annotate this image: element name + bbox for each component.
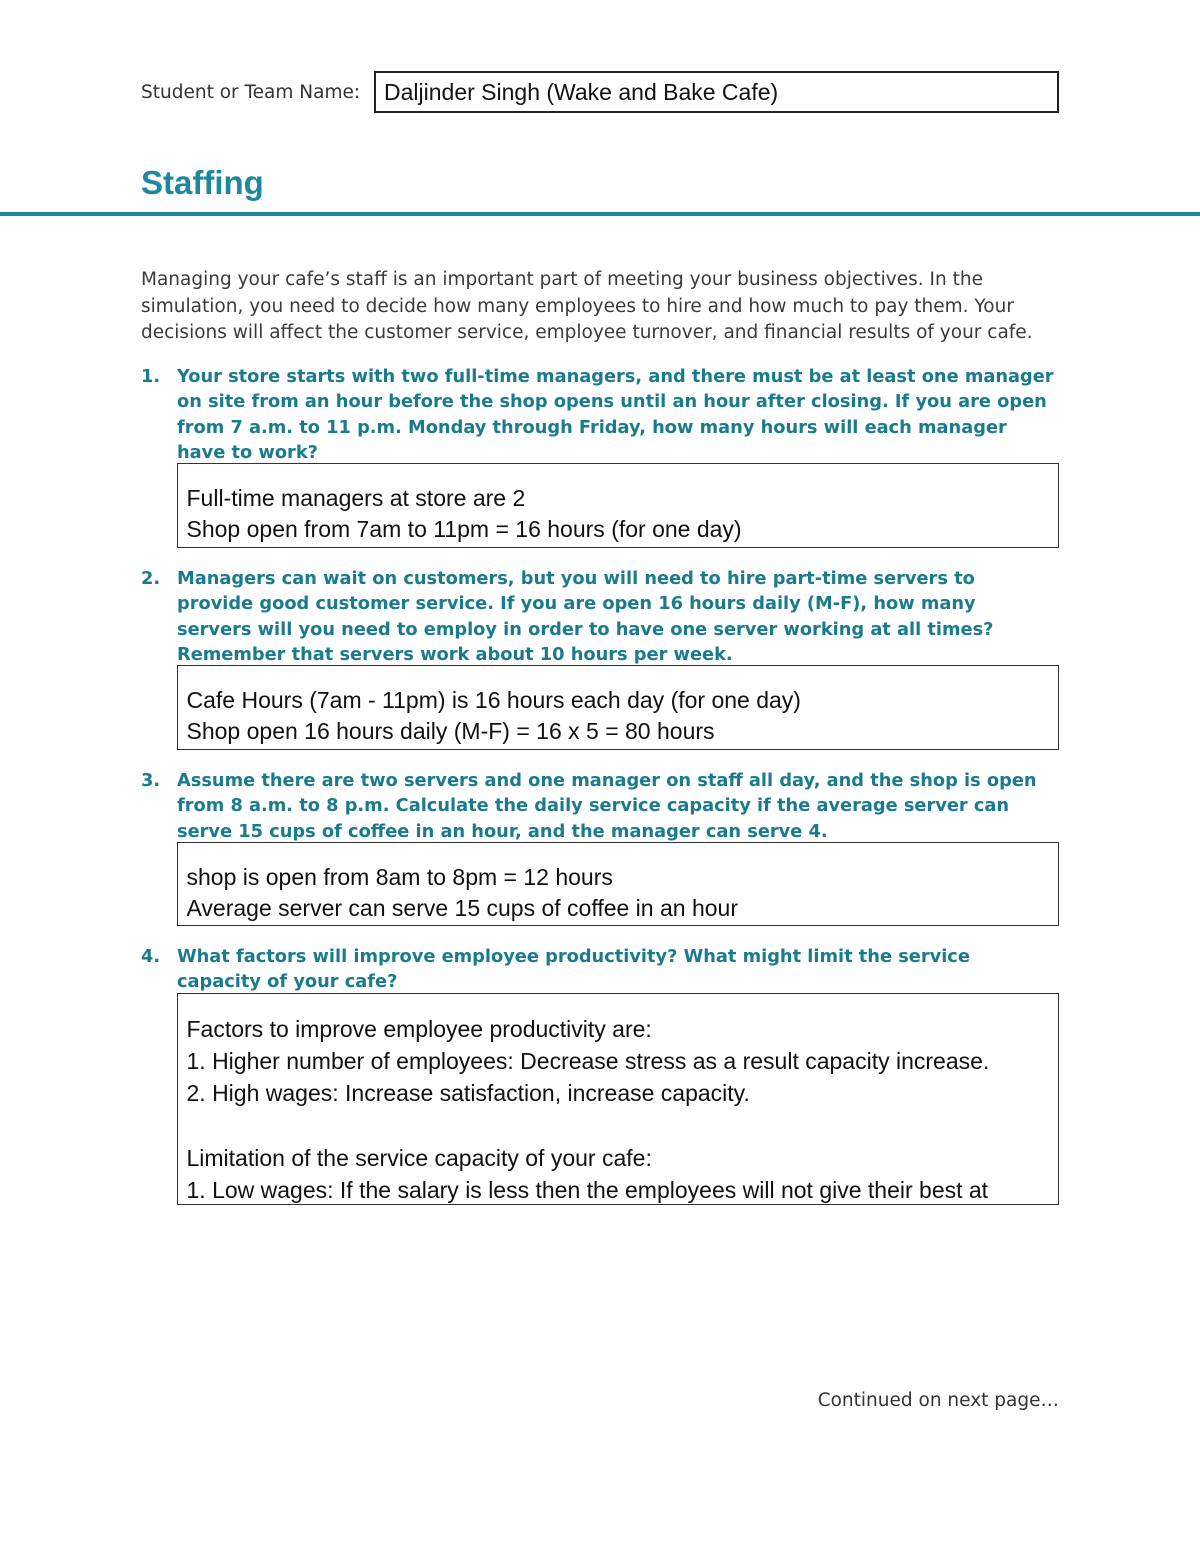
answer-line: Full-time managers at store are 2: [186, 485, 526, 511]
question-text-line: from 7 a.m. to 11 p.m. Monday through Friday, how many hours will each manager: [177, 416, 1007, 438]
intro-line: simulation, you need to decide how many employees to hire and how much to pay them. Your: [141, 295, 1014, 317]
intro-line: decisions will affect the customer service, employee turnover, and financial results of your cafe.: [141, 322, 1033, 343]
question-text-line: provide good customer service. If you are open 16 hours daily (M-F), how many: [177, 593, 976, 615]
answer-line: Shop open 16 hours daily (M-F) = 16 x 5 = 80 hours: [186, 718, 715, 744]
question-text-line: serve 15 cups of coffee in an hour, and the manager can serve 4.: [177, 820, 828, 842]
question-text-line: Your store starts with two full-time managers, and there must be at least one manager: [177, 366, 1054, 387]
student-name-label: Student or Team Name:: [141, 82, 361, 103]
answer-box-2[interactable]: [177, 665, 1059, 750]
question-1: [141, 364, 1066, 465]
question-number: 1.: [141, 366, 161, 387]
answer-box-3[interactable]: [177, 842, 1059, 926]
answer-line: Shop open from 7am to 11pm = 16 hours (for one day): [186, 516, 742, 542]
section-title: Staffing: [141, 164, 264, 201]
question-text-line: Remember that servers work about 10 hours per week.: [177, 643, 733, 665]
intro-paragraph: [141, 267, 1033, 347]
answer-line: Cafe Hours (7am - 11pm) is 16 hours each day (for one day): [186, 687, 801, 713]
question-text-line: have to work?: [177, 441, 318, 463]
question-3: [141, 768, 1066, 844]
question-4: [141, 944, 1066, 995]
question-text: [177, 944, 1066, 995]
question-text: [177, 768, 1066, 844]
answer-line: Factors to improve employee productivity are:: [186, 1015, 652, 1042]
student-name-field[interactable]: Daljinder Singh (Wake and Bake Cafe): [374, 71, 1059, 113]
answer-line: 2. High wages: Increase satisfaction, increase capacity.: [186, 1079, 750, 1106]
answer-line: shop is open from 8am to 8pm = 12 hours: [186, 864, 613, 890]
question-number: 2.: [141, 568, 161, 589]
continued-note: Continued on next page…: [817, 1390, 1059, 1411]
question-text-line: on site from an hour before the shop opens until an hour after closing. If you are open: [177, 391, 1047, 413]
question-text-line: servers will you need to employ in order to have one server working at all times?: [177, 618, 994, 640]
answer-box-1[interactable]: [177, 463, 1059, 548]
question-number: 3.: [141, 770, 161, 791]
question-text-line: Assume there are two servers and one manager on staff all day, and the shop is open: [177, 770, 1037, 791]
answer-line: Limitation of the service capacity of your cafe:: [186, 1144, 652, 1171]
question-text-line: What factors will improve employee productivity? What might limit the service: [177, 946, 970, 967]
question-2: [141, 566, 1066, 667]
answer-line: Average server can serve 15 cups of coffee in an hour: [186, 895, 738, 921]
question-text-line: capacity of your cafe?: [177, 971, 398, 993]
answer-line: 1. Higher number of employees: Decrease stress as a result capacity increase.: [186, 1047, 990, 1074]
intro-line: Managing your cafe’s staff is an important part of meeting your business objectives. In the: [141, 269, 983, 290]
title-divider: [0, 212, 1200, 216]
question-text: [177, 364, 1066, 465]
question-number: 4.: [141, 946, 161, 967]
answer-line: 1. Low wages: If the salary is less then the employees will not give their best at: [186, 1176, 989, 1203]
question-text: [177, 566, 1066, 667]
answer-box-4[interactable]: [177, 993, 1059, 1205]
question-text-line: from 8 a.m. to 8 p.m. Calculate the daily service capacity if the average server can: [177, 795, 1010, 817]
question-text-line: Managers can wait on customers, but you will need to hire part-time servers to: [177, 568, 975, 589]
